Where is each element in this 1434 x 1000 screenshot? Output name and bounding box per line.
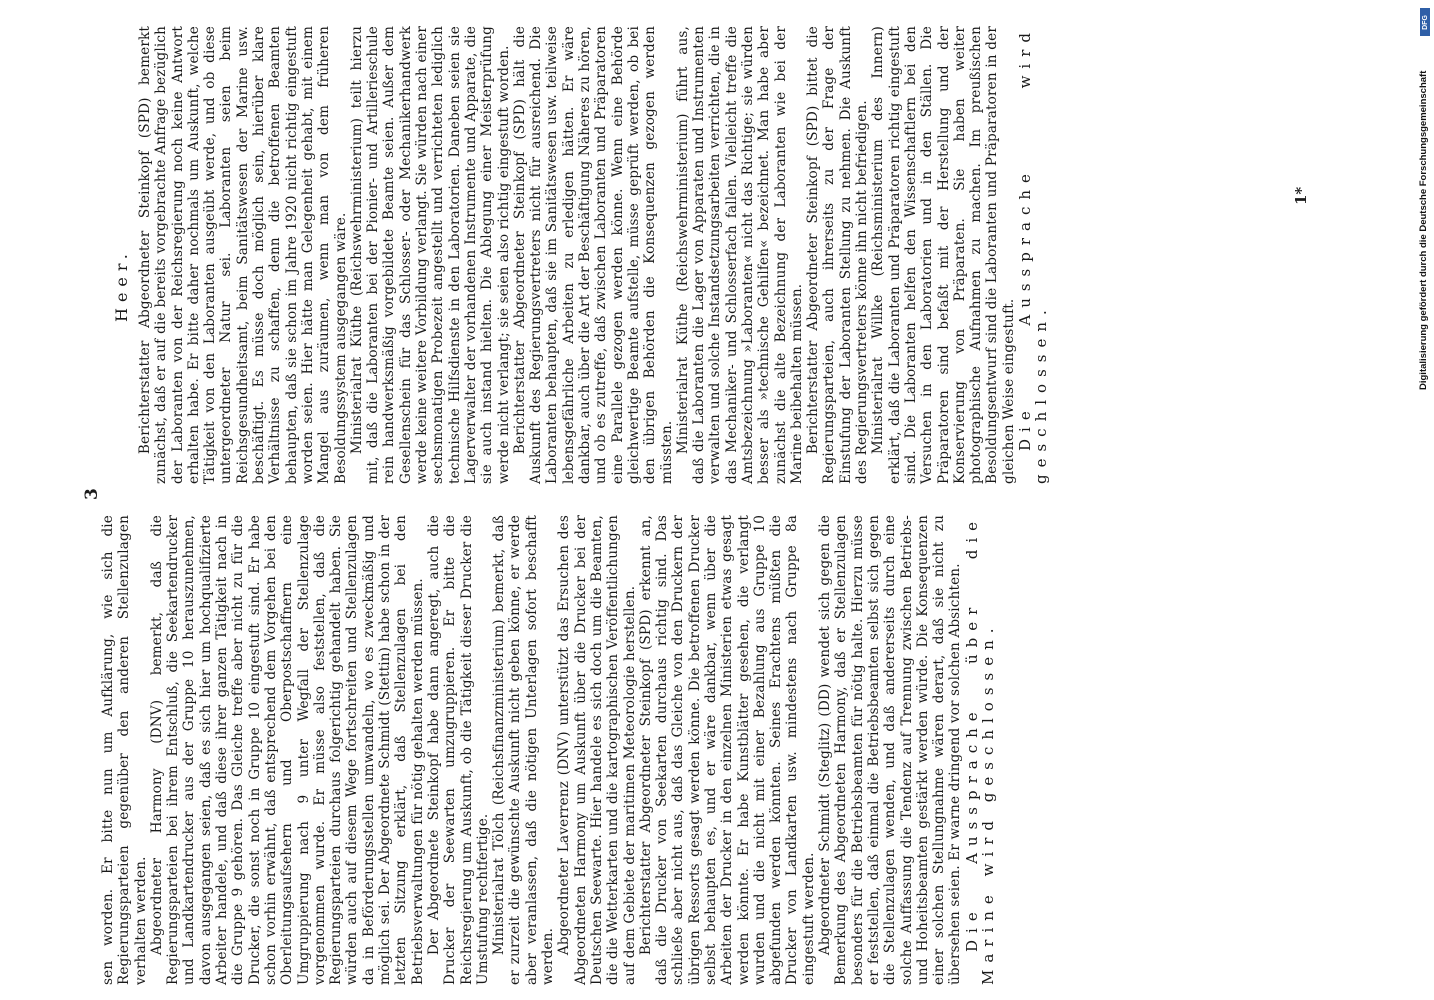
dfg-logo-icon — [1420, 8, 1430, 36]
right-column — [137, 26, 1050, 484]
paragraph: Ministerialrat Küthe (Reichswehrministerium) führt aus, daß die Laboranten die Lager von Apparaten und Instrumenten verwalten und solche Instandsetzungsarbeiten verrichten, die in das Mechaniker- und Schlosserfach fallen. Vielleicht treffe die Amtsbezeichnung »Laboranten« nicht das Richtige; sie würden besser als »technische Gehilfen« bezeichnet. Man habe aber zunächst die alte Bezeichnung der Laboranten wie bei der Marine beibehalten müssen. — [674, 26, 805, 484]
digitization-note: Digitalisierung gefördert durch die Deutsche Forschungsgemeinschaft — [1418, 70, 1429, 390]
paragraph: Abgeordneter Harmony (DNV) bemerkt, daß die Regierungsparteien bei ihrem Entschluß, die Seekartendrucker und Landkartendrucker aus der Gruppe 10 herauszunehmen, davon ausgegangen seien, daß es sich hier um hochqualifizierte Arbeiter handele, und daß diese ihrer ganzen Tätigkeit nach in die Gruppe 9 gehören. Das Gleiche treffe aber nicht zu für die Drucker, die sonst noch in Gruppe 10 eingestuft sind. Er habe schon vorhin erwähnt, daß entsprechend dem Vorgehen bei den Oberleitungsaufsehern und Oberpostschaffnern eine Umgruppierung nach 9 unter Wegfall der Stellenzulage vorgenommen wurde. Er müsse also feststellen, daß die Regierungsparteien durchaus folgerichtig gehandelt haben. Sie würden auch auf diesem Wege fortschreiten und Stellenzulagen da in Beförderungsstellen umwandeln, wo es zweckmäßig und möglich sei. Der Abgeordnete Schmidt (Stettin) habe schon in der letzten Sitzung erklärt, daß Stellenzulagen bei den Betriebsverwaltungen für nötig gehalten werden müssen. — [148, 515, 426, 985]
paragraph: Ministerialrat Willke (Reichsministerium des Innern) erklärt, daß die Laboranten und Präparatoren richtig eingestuft sind. Die Laboranten helfen den Wissenschaftlern bei den Versuchen in den Laboratorien und in den Ställen. Die Präparatoren sind befaßt mit der Herstellung und der Konservierung von Präparaten. Sie haben weiter photographische Aufnahmen zu machen. Im preußischen Besoldungsentwurf sind die Laboranten und Präparatoren in der gleichen Weise eingestuft. — [870, 26, 1017, 484]
left-column — [100, 515, 996, 985]
paragraph: Ministerialrat Tölch (Reichsfinanzministerium) bemerkt, daß er zurzeit die gewünschte Auskunft nicht geben könne, er werde aber veranlassen, daß die nötigen Unterlagen sofort beschafft werden. — [491, 515, 557, 985]
paragraph: Der Abgeordnete Steinkopf habe dann angeregt, auch die Drucker der Seewarten umzugruppieren. Er bitte die Reichsregierung um Auskunft, ob die Tätigkeit dieser Drucker die Umstufung rechtfertige. — [425, 515, 491, 985]
closing-line: Die Aussprache wird geschlossen. — [1016, 26, 1051, 484]
paragraph: Berichterstatter Abgeordneter Steinkopf (SPD) erkennt an, daß die Drucker von Seekarten durchaus richtig sind. Das schließe aber nicht aus, daß das Gleiche von den Druckern der übrigen Ressorts gesagt werden könne. Die betroffenen Drucker selbst behaupten es, und er wäre dankbar, wenn über die Arbeiten der Drucker in den einzelnen Ministerien etwas gesagt werden könnte. Er habe Kunstblätter gesehen, die verlangt wurden und die nicht mit einer Bezahlung aus Gruppe 10 abgefunden werden könnten. Seines Erachtens müßten die Drucker von Landkarten usw. mindestens nach Gruppe 8a eingestuft werden. — [637, 515, 817, 985]
paragraph: Berichterstatter Abgeordneter Steinkopf (SPD) bemerkt zunächst, daß er auf die bereits vorgebrachte Anfrage bezüglich der Laboranten von der Reichsregierung noch keine Antwort erhalten habe. Er bitte daher nochmals um Auskunft, welche Tätigkeit von den Laboranten ausgeübt werde, und ob diese untergeordneter Natur sei. Laboranten seien beim Reichsgesundheitsamt, beim Sanitätswesen der Marine usw. beschäftigt. Es müsse doch möglich sein, hierüber klare Verhältnisse zu schaffen, denn die betroffenen Beamten behaupten, daß sie schon im Jahre 1920 nicht richtig eingestuft worden seien. Hier hätte man Gelegenheit gehabt, mit einem Mangel aus zuräumen, wenn man von dem früheren Besoldungssystem ausgegangen wäre. — [137, 26, 349, 484]
paragraph: Abgeordneter Laverrenz (DNV) unterstützt das Ersuchen des Abgeordneten Harmony um Auskunft über die Drucker bei der Deutschen Seewarte. Hier handele es sich doch um die Beamten, die die Wetterkarten und die kartographischen Veröffentlichungen auf dem Gebiete der maritimen Meteorologie herstellen. — [556, 515, 638, 985]
paragraph: sen worden. Er bitte nun um Aufklärung, wie sich die Regierungsparteien gegenüber den anderen Stellenzulagen verhalten werden. — [100, 515, 149, 985]
section-heading: Heer. — [112, 248, 131, 322]
paragraph: Berichterstatter Abgeordneter Steinkopf (SPD) bittet die Regierungsparteien, auch ihrerseits zu der Frage der Einstufung der Laboranten Stellung zu nehmen. Die Auskunft des Regierungsvertreters könne ihn nicht befriedigen. — [805, 26, 871, 484]
paragraph: Abgeordneter Schmidt (Steglitz) (DD) wendet sich gegen die Bemerkung des Abgeordneten Harmony, daß er Stellenzulagen besonders für die Betriebsbeamten für nötig halte. Hierzu müsse er feststellen, daß einmal die Betriebsbeamten selbst sich gegen die Stellenzulagen wenden, und daß andererseits durch eine solche Auffassung die Tendenz auf Trennung zwischen Betriebs- und Hoheitsbeamten gestärkt werden würde. Die Konsequenzen einer solchen Stellungnahme wären derart, daß sie nicht zu übersehen seien. Er warne dringend vor solchen Absichten. — [817, 515, 964, 985]
signature-mark: 1* — [1292, 186, 1310, 205]
closing-line: Die Aussprache über die Marine wird geschlossen. — [962, 515, 998, 985]
dfg-logo-label: DFG — [1421, 14, 1429, 30]
paragraph: Ministerialrat Küthe (Reichswehrministerium) teilt hierzu mit, daß die Laboranten bei der Pionier- und Artillerieschule rein handwerksmäßig vorgebildete Beamte seien. Außer dem Gesellenschein für das Schlosser- oder Mechanikerhandwerk werde keine weitere Vorbildung verlangt. Sie würden nach einer sechsmonatigen Probezeit angestellt und verrichteten lediglich technische Hilfsdienste in den Laboratorien. Daneben seien sie Lagerverwalter der vorhandenen Instrumente und Apparate, die sie auch instand hielten. Die Ablegung einer Meisterprüfung werde nicht verlangt; sie seien also richtig eingestuft worden. — [348, 26, 512, 484]
page-number: 3 — [82, 488, 102, 500]
paragraph: Berichterstatter Abgeordneter Steinkopf (SPD) hält die Auskunft des Regierungsvertreters nicht für ausreichend. Die Laboranten behaupten, daß sie im Sanitätswesen usw. teilweise lebensgefährliche Arbeiten zu erledigen hätten. Er wäre dankbar, auch über die Art der Beschäftigung Näheres zu hören, und ob es zutreffe, daß zwischen Laboranten und Präparatoren eine Parallele gezogen werden könne. Wenn eine Behörde gleichwertige Beamte aufstelle, müsse geprüft werden, ob bei den übrigen Behörden die Konsequenzen gezogen werden müssten. — [511, 26, 675, 484]
